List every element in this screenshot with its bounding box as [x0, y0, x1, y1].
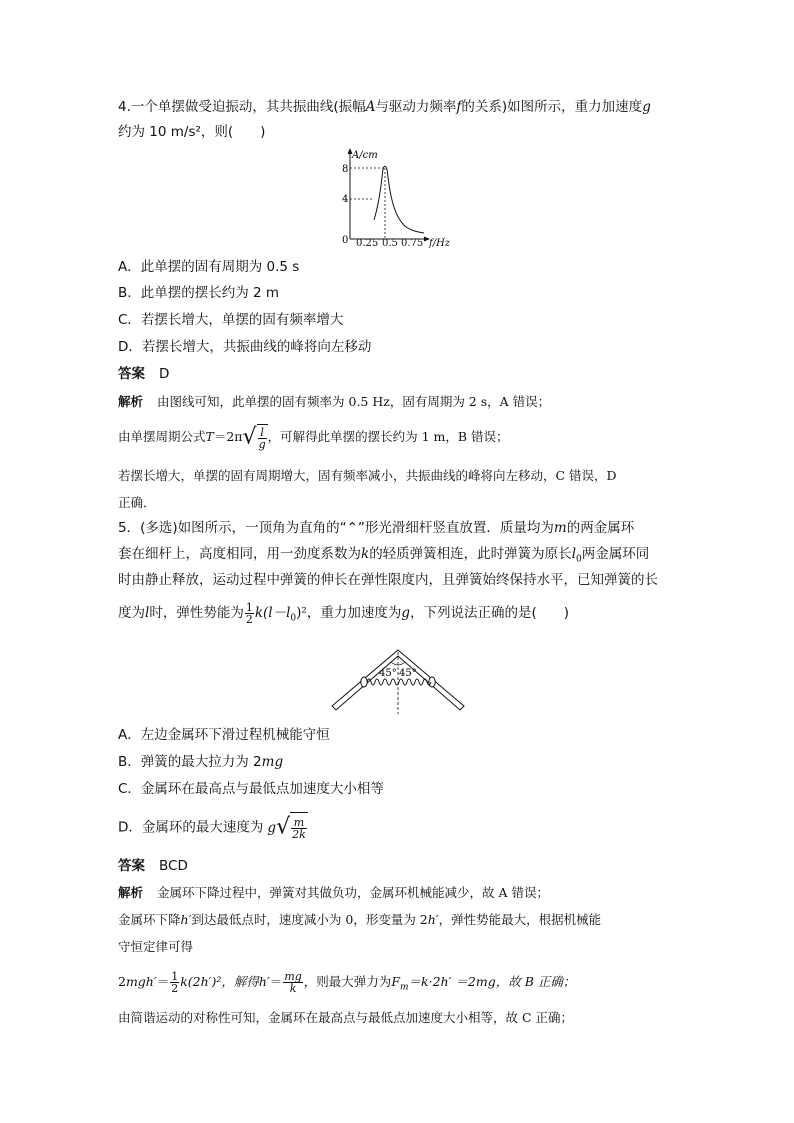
q5-analysis-line-5 — [118, 1009, 573, 1027]
analysis-label: 解析 — [118, 885, 144, 900]
q4-stem-var: g — [642, 99, 651, 115]
q5-stem-text: 度为 — [118, 605, 145, 621]
analysis-label: 解析 — [118, 394, 144, 409]
analysis-text: 由图线可知，此单摆的固有频率为 0.5 Hz，固有周期为 2 s，A 错误； — [157, 394, 551, 409]
option-text: C．若摆长增大，单摆的固有频率增大 — [118, 312, 344, 328]
q4-stem-var: f — [456, 99, 462, 115]
q5-option-d — [118, 812, 308, 843]
analysis-text: 由简谐运动的对称性可知，金属环在最高点与最低点加速度大小相等，故 C 正确； — [118, 1010, 574, 1025]
q5-stem-var: m — [553, 520, 567, 536]
analysis-text: ，弹性势能最大，根据机械能 — [438, 912, 602, 927]
q5-stem-var: k — [361, 546, 370, 562]
option-text: B．此单摆的摆长约为 2 m — [118, 285, 280, 301]
q5-stem-text: ，下列说法正确的是( ) — [410, 605, 570, 621]
frac-numerator: m — [291, 817, 307, 829]
analysis-var: F — [391, 974, 400, 989]
q5-stem-text: 时，弹性势能为 — [149, 605, 244, 621]
q5-analysis-line-1 — [118, 884, 549, 902]
option-var: g — [267, 819, 277, 836]
y-axis-label: A/cm — [352, 150, 378, 161]
analysis-text: 到达最低点时，速度减小为 0，形变量为 2 — [191, 912, 428, 927]
spring — [367, 679, 431, 685]
q5-option-b — [118, 753, 283, 771]
q4-stem-text: 约为 10 m/s²，则( ) — [118, 124, 266, 140]
q5-answer — [118, 857, 188, 875]
analysis-text: ，可解得此单摆的摆长约为 1 m，B 错误； — [267, 429, 509, 444]
angle-label-left: 45° — [379, 668, 397, 679]
analysis-var: T — [205, 429, 214, 444]
option-text: B．弹簧的最大拉力为 2 — [118, 754, 262, 770]
q4-analysis-line-2 — [118, 424, 509, 451]
frac-denominator: k — [289, 982, 297, 995]
frac-denominator: 2k — [292, 828, 306, 841]
q5-stem-var: l — [145, 605, 150, 621]
rod-spring-figure — [330, 646, 466, 716]
frac-denominator: g — [258, 438, 266, 451]
frac-numerator: 1 — [245, 600, 253, 614]
analysis-var: h′ — [427, 912, 439, 927]
frac-numerator: l — [258, 427, 267, 439]
analysis-text: 金属环下降过程中，弹簧对其做负功，金属环机械能减少，故 A 错误； — [157, 885, 549, 900]
q5-stem-line-3 — [118, 571, 658, 589]
analysis-text: 金属环下降 — [118, 912, 181, 927]
angle-label-right: 45° — [399, 668, 417, 679]
answer-value: D — [159, 366, 170, 382]
q4-analysis-line-3 — [118, 467, 617, 485]
q5-stem-formula: k(l－l — [254, 605, 291, 621]
q4-answer — [118, 365, 169, 383]
q5-stem-text: 套在细杆上，高度相同，用一劲度系数为 — [118, 546, 361, 562]
option-text: D．若摆长增大，共振曲线的峰将向左移动 — [118, 339, 372, 355]
q5-stem-text: 时由静止释放，运动过程中弹簧的伸长在弹性限度内，且弹簧始终保持水平，已知弹簧的长 — [118, 572, 658, 588]
x-tick-label: 0.25 — [356, 238, 379, 249]
x-axis-label: f/Hz — [429, 238, 451, 249]
fraction-one-half — [245, 602, 254, 625]
frac-denominator: 2 — [171, 982, 179, 995]
y-tick-label-8: 8 — [342, 164, 349, 175]
answer-label: 答案 — [118, 366, 145, 382]
analysis-var: h′ — [180, 912, 192, 927]
analysis-text: ＝ — [269, 974, 283, 989]
q4-stem-line-1 — [118, 98, 651, 116]
analysis-text: 若摆长增大，单摆的固有周期增大，固有频率减小，共振曲线的峰将向左移动，C 错误，D — [118, 468, 617, 483]
frac-numerator: 1 — [171, 970, 179, 983]
analysis-text: 由单摆周期公式 — [118, 429, 206, 444]
q5-analysis-line-4 — [118, 968, 575, 1002]
q4-stem-var: A — [365, 99, 376, 115]
q4-stem-text: 4.一个单摆做受迫振动，其共振曲线(振幅 — [118, 99, 366, 115]
q5-stem-var: l — [571, 546, 577, 562]
q4-option-d — [118, 338, 371, 356]
q4-option-c — [118, 311, 343, 329]
analysis-text: ＝2π — [213, 429, 243, 444]
resonance-curve-figure — [338, 147, 462, 249]
sqrt-m-over-2k: √ $\frac{m}{2k}$ — [276, 812, 308, 843]
q5-stem-var: g — [401, 605, 410, 621]
q4-option-b — [118, 284, 279, 302]
q5-stem-text: )²，重力加速度为 — [296, 605, 402, 621]
subscript: m — [400, 982, 409, 993]
q5-stem-text: 5．(多选)如图所示，一顶角为直角的“⌃”形光滑细杆竖直放置．质量均为 — [118, 520, 554, 536]
option-text: C．金属环在最高点与最低点加速度大小相等 — [118, 781, 384, 797]
analysis-text: 守恒定律可得 — [118, 939, 194, 954]
option-var: mg — [261, 754, 284, 770]
q4-stem-text: 与驱动力频率 — [375, 99, 457, 115]
subscript: 0 — [290, 613, 297, 624]
q5-stem-text: 的轻质弹簧相连，此时弹簧为原长 — [369, 546, 572, 562]
q4-stem-line-2 — [118, 123, 265, 141]
answer-label: 答案 — [118, 858, 145, 874]
origin-label: 0 — [342, 235, 349, 246]
fraction-mg-over-k — [283, 971, 302, 994]
answer-value: BCD — [159, 858, 188, 874]
q5-analysis-line-2 — [118, 911, 601, 929]
frac-numerator: mg — [284, 970, 302, 983]
option-text: A．左边金属环下滑过程机械能守恒 — [118, 727, 330, 743]
q5-analysis-line-3 — [118, 938, 193, 956]
q4-stem-text: 的关系)如图所示，重力加速度 — [461, 99, 643, 115]
analysis-formula: k(2h′)²，解得 — [180, 974, 259, 989]
frac-denominator: 2 — [245, 612, 253, 626]
analysis-var: h′ — [258, 974, 270, 989]
q5-stem-text: 的两金属环 — [566, 520, 635, 536]
x-tick-label: 0.75 — [401, 238, 424, 249]
y-tick-label-4: 4 — [342, 194, 349, 205]
q5-stem-text: 两金属环同 — [581, 546, 650, 562]
analysis-text: ＝ — [156, 974, 170, 989]
q5-stem-line-2 — [118, 545, 649, 569]
q5-option-c — [118, 780, 384, 798]
option-text: D．金属环的最大速度为 — [118, 819, 264, 836]
q5-stem-line-4 — [118, 600, 569, 632]
analysis-text: ，则最大弹力为 — [303, 974, 392, 989]
right-metal-ring — [429, 677, 435, 687]
resonance-curve — [374, 166, 424, 233]
left-metal-ring — [361, 677, 367, 687]
q5-stem-line-1 — [118, 519, 634, 537]
analysis-text: 正确． — [118, 495, 156, 510]
subscript: 0 — [576, 554, 582, 565]
q4-analysis-line-1 — [118, 393, 550, 411]
analysis-formula: ＝k·2h′ ＝2mg，故 B 正确； — [408, 974, 576, 989]
analysis-text: 2 — [118, 974, 126, 989]
sqrt-l-over-g: √ $\frac{l}{g}$ — [242, 424, 266, 451]
analysis-var: mgh′ — [125, 974, 157, 989]
fraction-one-half — [170, 971, 179, 994]
q4-analysis-line-4 — [118, 494, 156, 512]
option-text: A．此单摆的固有周期为 0.5 s — [118, 259, 300, 275]
q4-option-a — [118, 258, 299, 276]
q5-option-a — [118, 726, 330, 744]
x-tick-label: 0.5 — [382, 238, 398, 249]
